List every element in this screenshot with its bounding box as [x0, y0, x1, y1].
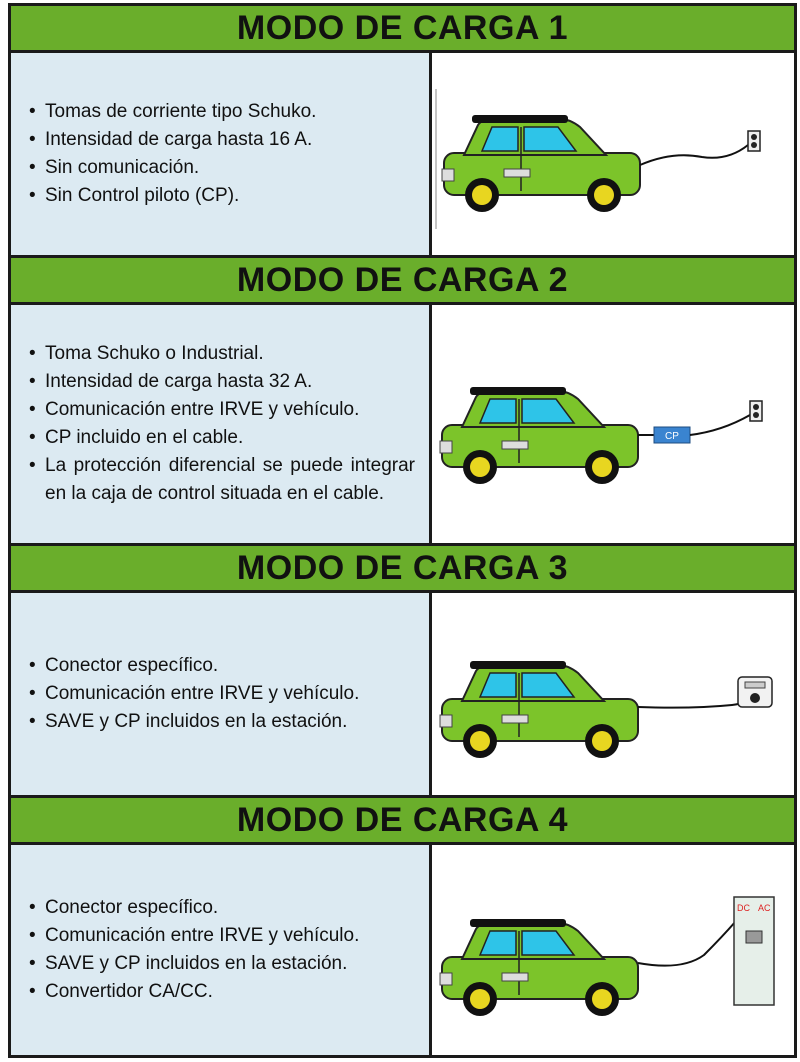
dc-label: DC	[737, 903, 750, 913]
mode-3-header	[11, 546, 794, 593]
mode-1-header	[11, 6, 794, 53]
list-item: • Conector específico.	[29, 652, 359, 680]
list-item: • Convertidor CA/CC.	[29, 978, 359, 1006]
mode-4-header	[11, 798, 794, 845]
list-item: • CP incluido en el cable.	[29, 424, 415, 452]
list-item: • Sin comunicación.	[29, 154, 316, 182]
charging-cable	[640, 145, 748, 165]
mode-1-diagram	[432, 53, 791, 255]
mode-3-row	[11, 593, 794, 798]
electric-car-icon	[440, 661, 638, 758]
mode-4-bullet-list	[29, 894, 359, 1006]
mode-1-title: MODO DE CARGA 1	[236, 8, 569, 47]
mode-4-description	[11, 845, 432, 1055]
list-item: • Toma Schuko o Industrial.	[29, 340, 415, 368]
charging-cable	[690, 415, 750, 435]
cp-box-label: CP	[665, 431, 679, 442]
mode-3-illustration	[432, 593, 794, 795]
mode-2-illustration	[432, 305, 794, 543]
mode-1-row	[11, 53, 794, 258]
mode-2-description	[11, 305, 432, 543]
electric-car-icon	[442, 115, 640, 212]
mode-4-illustration	[432, 845, 794, 1055]
list-item: • SAVE y CP incluidos en la estación.	[29, 950, 359, 978]
mode-1-description	[11, 53, 432, 255]
schuko-socket-icon	[750, 401, 762, 421]
list-item: • Comunicación entre IRVE y vehículo.	[29, 680, 359, 708]
cp-control-box	[654, 427, 690, 443]
mode-2-title: MODO DE CARGA 2	[236, 260, 569, 299]
mode-4-title: MODO DE CARGA 4	[236, 800, 569, 839]
electric-car-icon	[440, 919, 638, 1016]
wallbox-station-icon	[738, 677, 772, 707]
charging-cable	[638, 693, 754, 708]
charging-cable	[638, 921, 736, 966]
mode-3-description	[11, 593, 432, 795]
list-item: • Intensidad de carga hasta 16 A.	[29, 126, 316, 154]
ac-label: AC	[758, 903, 771, 913]
list-item: • Tomas de corriente tipo Schuko.	[29, 98, 316, 126]
mode-1-illustration	[432, 53, 794, 255]
list-item: • Comunicación entre IRVE y vehículo.	[29, 922, 359, 950]
list-item: • Intensidad de carga hasta 32 A.	[29, 368, 415, 396]
dc-charging-station-icon	[734, 897, 774, 1005]
list-item: • Sin Control piloto (CP).	[29, 182, 316, 210]
list-item: • La protección diferencial se puede integrar en la caja de control situada en el cable.	[29, 452, 415, 508]
mode-4-diagram	[432, 845, 791, 1055]
schuko-socket-icon	[748, 131, 760, 151]
list-item: • Conector específico.	[29, 894, 359, 922]
mode-4-row	[11, 845, 794, 1055]
mode-2-bullet-list	[29, 340, 415, 508]
list-item: • Comunicación entre IRVE y vehículo.	[29, 396, 415, 424]
mode-1-bullet-list	[29, 98, 316, 210]
mode-3-bullet-list	[29, 652, 359, 736]
mode-2-row	[11, 305, 794, 546]
list-item: • SAVE y CP incluidos en la estación.	[29, 708, 359, 736]
mode-2-header	[11, 258, 794, 305]
mode-3-title: MODO DE CARGA 3	[236, 548, 569, 587]
electric-car-icon	[440, 387, 638, 484]
mode-3-diagram	[432, 593, 791, 795]
mode-2-diagram	[432, 305, 791, 543]
charging-modes-sheet	[8, 3, 797, 1058]
